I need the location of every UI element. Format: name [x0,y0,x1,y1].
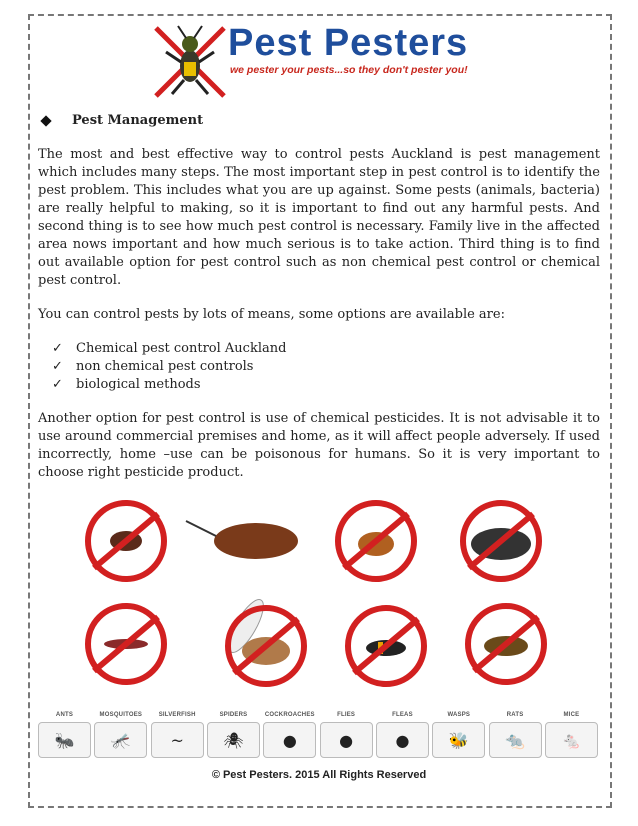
banned-cricket-icon [468,606,544,682]
options-list [38,340,600,394]
cockroach-icon: ● [263,722,316,758]
list-item-text: non chemical pest controls [76,359,254,374]
strip-item [38,712,91,766]
checkmark-icon: ✓ [52,359,63,374]
strip-item [320,712,373,766]
strip-label: WASPS [447,712,471,718]
document-body [38,112,600,498]
pest-types-strip [38,712,598,766]
strip-item [94,712,147,766]
strip-label: SPIDERS [219,712,248,718]
pest-pesters-logo [150,22,490,102]
mouse-icon: 🐁 [545,722,598,758]
list-item [52,376,600,394]
checkmark-icon: ✓ [52,377,63,392]
silverfish-icon: ~ [151,722,204,758]
list-item [52,358,600,376]
banned-spider-icon [88,503,164,579]
banned-rat-icon [463,503,539,579]
logo-tagline: we pester your pests...so they don't pester you! [230,64,468,76]
paragraph-intro: The most and best effective way to control pests Auckland is pest management which includes many steps. The most important step in pest control is to identify the pest problem. This includes what you are up against. Some pests (animals, bacteria) are really helpful to making, so it is important to find out any harmful pests. And second thing is to see how much pest control is necessary. Family live in the affected area nows important and how much serious is to take action. Third thing is to find out available option for pest control such as non chemical pest control or chemical pest control. [38,147,600,288]
spider-icon: 🕷 [207,722,260,758]
paragraph-pesticides: Another option for pest control is use of chemical pesticides. It is not advisable it to use around commercial premises and home, as it will affect people adversely. If used incorrectly, home –use can be poisonous for humans. So it is very important to choose right pesticide product. [38,411,600,480]
strip-label: RATS [506,712,524,718]
strip-label: SILVERFISH [158,712,196,718]
diamond-bullet-icon [40,115,51,126]
strip-label: FLEAS [392,712,413,718]
section-heading [38,112,600,130]
rat-icon: 🐀 [489,722,542,758]
strip-label: MOSQUITOES [99,712,143,718]
banned-mosquito-icon [88,606,164,682]
copyright-footer: © Pest Pesters. 2015 All Rights Reserved [211,769,427,781]
banned-cockroach-icon [186,521,298,559]
mosquito-icon: 🦟 [94,722,147,758]
list-item-text: biological methods [76,377,201,392]
checkmark-icon: ✓ [52,341,63,356]
banned-pests-illustration [66,496,572,696]
list-item-text: Chemical pest control Auckland [76,341,287,356]
heading-text: Pest Management [72,113,204,128]
strip-item [207,712,260,766]
strip-label: FLIES [337,712,356,718]
paragraph-options-intro: You can control pests by lots of means, some options are available are: [38,307,505,322]
strip-item [151,712,204,766]
strip-item [263,712,316,766]
banned-wasp-icon [348,608,424,684]
strip-item [376,712,429,766]
fly-icon: ● [320,722,373,758]
strip-item [489,712,542,766]
flea-icon: ● [376,722,429,758]
bug-mascot-icon [150,22,230,102]
banned-flea-icon [338,503,414,579]
wasp-icon: 🐝 [432,722,485,758]
list-item [52,340,600,358]
logo-title: Pest Pesters [228,22,469,64]
ant-icon: 🐜 [38,722,91,758]
strip-item [432,712,485,766]
strip-label: ANTS [55,712,74,718]
strip-label: COCKROACHES [264,712,315,718]
strip-label: MICE [563,712,580,718]
strip-item [545,712,598,766]
